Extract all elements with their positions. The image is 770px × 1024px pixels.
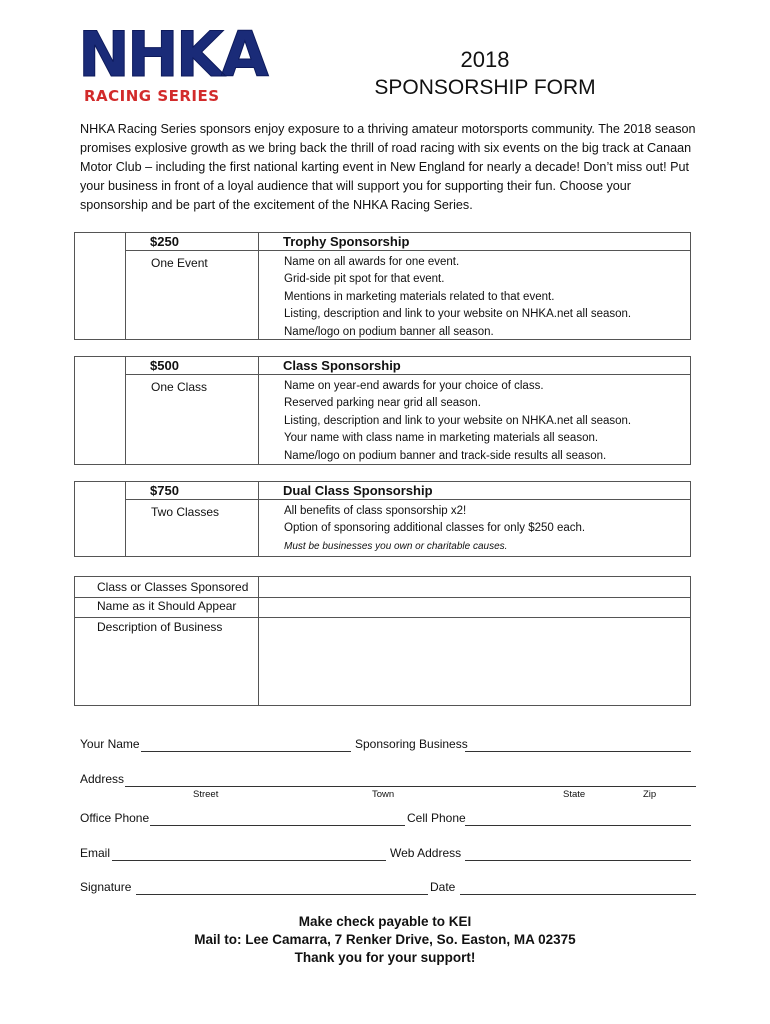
nhka-logo: [78, 18, 266, 108]
tier-price: $750: [150, 483, 179, 498]
signature-field[interactable]: [136, 894, 428, 895]
signature-date-row: [80, 880, 696, 900]
sponsorship-tier-trophy: [74, 232, 691, 340]
benefit-item: Option of sponsoring additional classes for only $250 each.: [284, 522, 586, 535]
tier-name: Dual Class Sponsorship: [283, 483, 433, 498]
tier-name: Trophy Sponsorship: [283, 234, 410, 249]
email-label: Email: [80, 846, 111, 860]
name-business-row: [80, 737, 696, 757]
benefit-item: Name on year-end awards for your choice of class.: [284, 380, 544, 392]
office-phone-field[interactable]: [150, 825, 405, 826]
cell-phone-label: Cell Phone: [407, 811, 466, 825]
your-name-field[interactable]: [141, 751, 351, 752]
benefit-item: Mentions in marketing materials related to that event.: [284, 290, 555, 303]
date-label: Date: [430, 880, 456, 894]
tier-level: One Class: [151, 380, 208, 394]
cell-phone-field[interactable]: [465, 825, 691, 826]
sponsorship-tier-dual-class: [74, 481, 691, 557]
date-field[interactable]: [460, 894, 696, 895]
mail-to-line: Mail to: Lee Camarra, 7 Renker Drive, So. Easton, MA 02375: [194, 932, 576, 947]
benefit-item: Listing, description and link to your website on NHKA.net all season.: [284, 308, 632, 321]
signature-label: Signature: [80, 880, 132, 894]
web-address-field[interactable]: [465, 860, 691, 861]
thank-you-line: Thank you for your support!: [294, 950, 476, 965]
benefit-item: Name on all awards for one event.: [284, 256, 460, 268]
benefit-item: Grid-side pit spot for that event.: [284, 273, 445, 286]
form-title: SPONSORSHIP FORM: [374, 76, 596, 99]
address-field[interactable]: [125, 786, 696, 787]
description-label: Description of Business: [97, 620, 223, 634]
benefit-item: Listing, description and link to your website on NHKA.net all season.: [284, 414, 632, 427]
form-year: 2018: [460, 47, 510, 72]
logo-subtitle: RACING SERIES: [84, 87, 220, 105]
class-sponsored-label: Class or Classes Sponsored: [97, 580, 249, 594]
town-sublabel: Town: [372, 789, 395, 800]
office-phone-label: Office Phone: [80, 811, 150, 825]
street-sublabel: Street: [193, 789, 219, 800]
benefit-item: Reserved parking near grid all season.: [284, 397, 481, 410]
benefit-item: Name/logo on podium banner all season.: [284, 325, 494, 338]
payable-line: Make check payable to KEI: [298, 914, 472, 929]
sponsoring-business-field[interactable]: [465, 751, 691, 752]
tier-name: Class Sponsorship: [283, 358, 401, 373]
state-sublabel: State: [563, 789, 586, 800]
name-appear-label: Name as it Should Appear: [97, 599, 237, 613]
address-label: Address: [80, 772, 125, 786]
tier-benefits: [284, 378, 631, 465]
business-info-table: [74, 576, 691, 706]
sponsorship-tier-class: [74, 356, 691, 465]
tier-level: One Event: [151, 256, 208, 270]
tier-note: Must be businesses you own or charitable causes.: [284, 540, 508, 552]
phone-row: [80, 811, 696, 831]
benefit-item: Name/logo on podium banner and track-side results all season.: [284, 449, 607, 462]
tier-benefits: [284, 254, 631, 341]
benefit-item: Your name with class name in marketing materials all season.: [284, 432, 599, 445]
email-web-row: [80, 846, 696, 866]
your-name-label: Your Name: [80, 737, 140, 751]
intro-paragraph: NHKA Racing Series sponsors enjoy exposure to a thriving amateur motorsports community. The 2018 season promises explosive growth as we bring back the thrill of road racing with six events on the big track at Canaan Motor Club – including the first national karting event in New England for nearly a decade! Don’t miss out! Put your business in front of a loyal audience that will support you for supporting their fun. Choose your sponsorship and be part of the excitement of the NHKA Racing Series.: [80, 122, 696, 212]
zip-sublabel: Zip: [643, 789, 657, 800]
tier-level: Two Classes: [151, 505, 220, 519]
name-appear-field[interactable]: [259, 598, 690, 617]
sponsoring-business-label: Sponsoring Business: [355, 737, 468, 751]
web-address-label: Web Address: [390, 846, 462, 860]
logo-wordmark: NHKA: [78, 18, 266, 91]
email-field[interactable]: [112, 860, 386, 861]
class-sponsored-field[interactable]: [259, 577, 690, 597]
description-field[interactable]: [259, 618, 690, 705]
benefit-item: All benefits of class sponsorship x2!: [284, 505, 467, 517]
tier-price: $500: [150, 358, 179, 373]
tier-price: $250: [150, 234, 179, 249]
tier-benefits: [284, 503, 585, 556]
